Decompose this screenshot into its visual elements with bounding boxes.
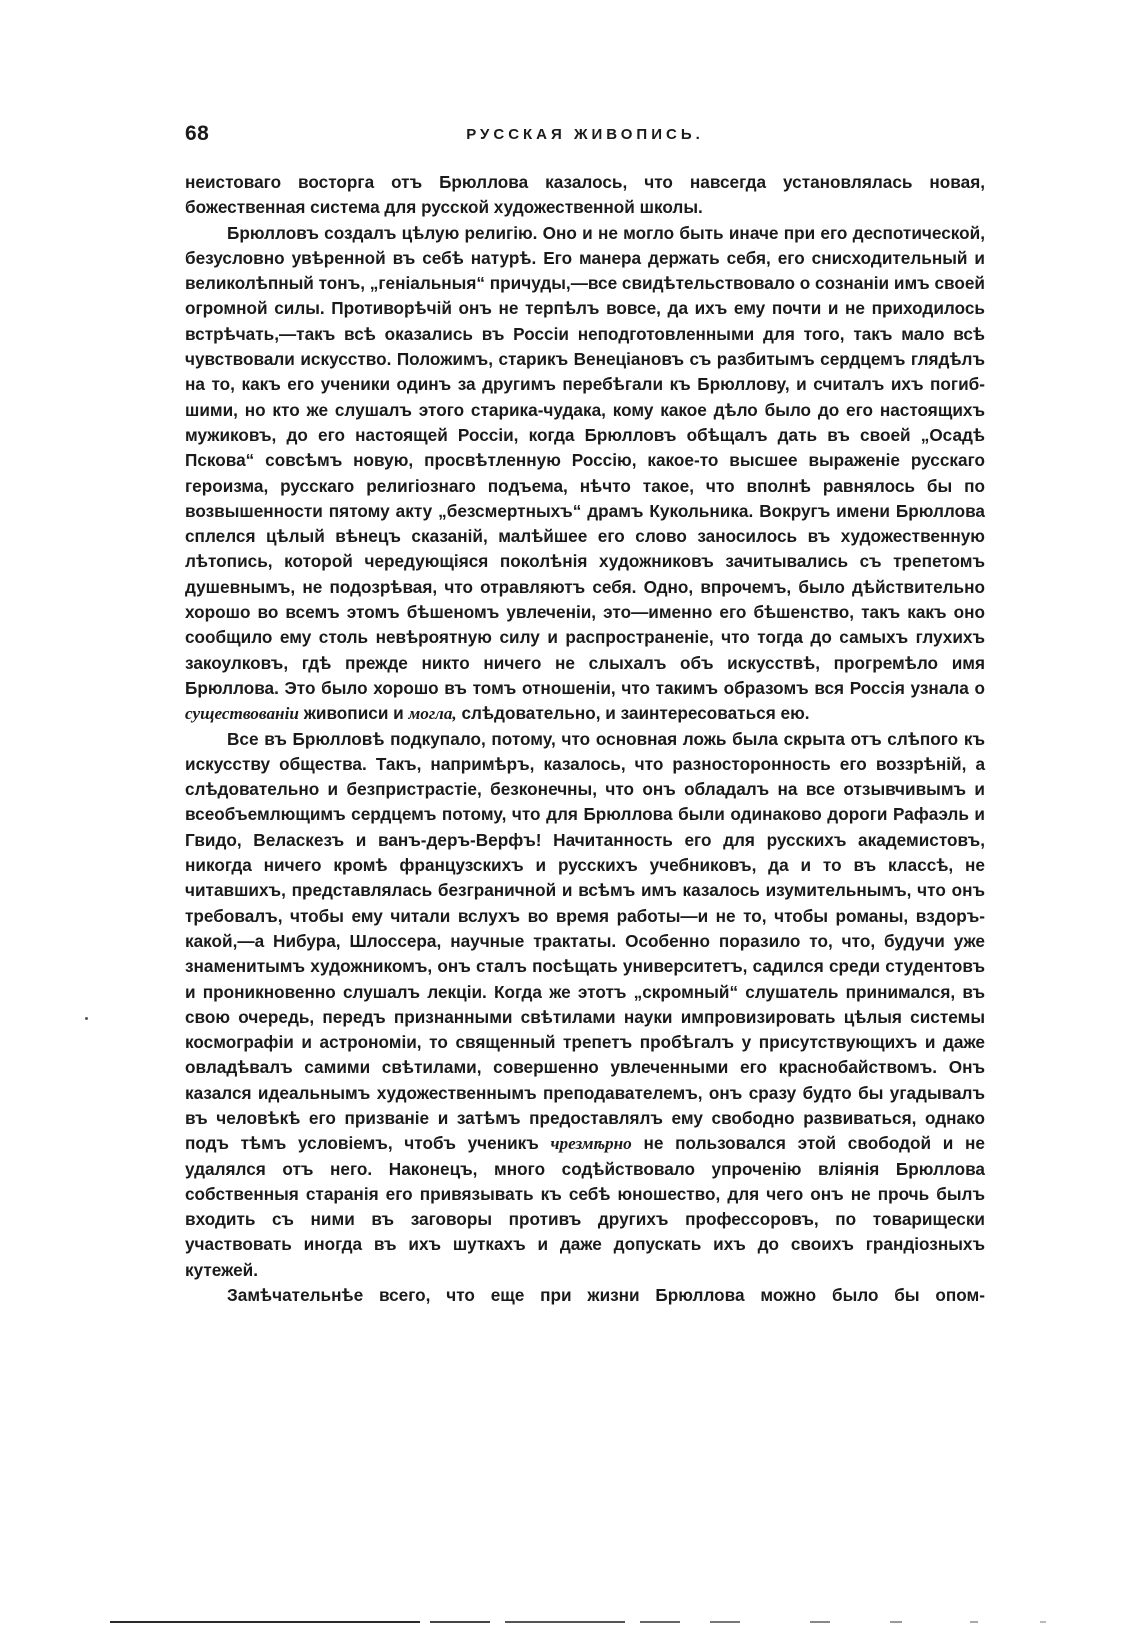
paragraph-text: слѣдовательно, и заинтересоваться ею. xyxy=(461,703,810,724)
running-title: РУССКАЯ ЖИВОПИСЬ. xyxy=(466,126,704,143)
emphasis-text: чрезмѣрно xyxy=(550,1134,632,1154)
paragraph-text: не пользовался этой свободой и не удалялся отъ него. Наконецъ, много содѣйствовало упроченію вліянія Брюллова собственныя старанія его привязывать къ себѣ юношество, для чего онъ не прочь былъ входить съ ними въ заговоры противъ другихъ профессоровъ, по товарищески участвовать иногда въ ихъ шуткахъ и даже допускать ихъ до своихъ грандіозныхъ кутежей. xyxy=(185,1133,985,1280)
page-header xyxy=(185,122,985,152)
paragraph-influence xyxy=(185,727,985,1284)
body-text xyxy=(185,170,985,1308)
paragraph-text: Брюлловъ создалъ цѣлую религію. Оно и не могло быть иначе при его деспотической, безусловно увѣренной въ себѣ натурѣ. Его манера держать себя, его снисходительный и великолѣпный тонъ, „геніальныя“ причуды,—все свидѣтельствовало о сознаніи имъ своей огромной силы. Противорѣчій онъ не терпѣлъ вовсе, да ихъ ему почти и не приходилось встрѣчать,—такъ всѣ оказались въ Россіи неподготовленными для того, такъ мало всѣ чувствовали искусство. Положимъ, старикъ Венеціановъ съ разбитымъ сердцемъ глядѣлъ на то, какъ его ученики одинъ за другимъ перебѣгали къ Брюллову, и считалъ ихъ погибшими, но кто же слушалъ этого старика-чудака, кому какое дѣло было до его настоящихъ мужиковъ, до его настоящей Россіи, когда Брюлловъ обѣщалъ дать въ своей „Осадѣ Пскова“ совсѣмъ новую, просвѣтленную Россію, какое-то высшее выраженіе русскаго героизма, русскаго религіознаго подъема, нѣчто такое, что вполнѣ равнялось бы по возвышенности пятому акту „безсмертныхъ“ драмъ Кукольника. Вокругъ имени Брюллова сплелся цѣлый вѣнецъ сказаній, малѣйшее его слово заносилось въ художественную лѣтопись, которой чередующіяся поколѣнія художниковъ зачитывались съ трепетомъ душевнымъ, не подозрѣвая, что отравляютъ себя. Одно, впрочемъ, было дѣйствительно хорошо во всемъ этомъ бѣшеномъ увлеченіи, это—именно его бѣшенство, такъ какъ оно сообщило ему столь невѣроятную силу и распространеніе, что тогда до самыхъ глухихъ закоулковъ, гдѣ прежде никто ничего не слыхалъ объ искусствѣ, прогремѣло имя Брюллова. Это было хорошо въ томъ отношеніи, что такимъ образомъ вся Россія узнала о xyxy=(185,222,985,698)
emphasis-text: существованіи xyxy=(185,704,299,724)
paragraph-final: Замѣчательнѣе всего, что еще при жизни Брюллова можно было бы опом- xyxy=(227,1285,985,1306)
scan-edge-rule xyxy=(110,1620,1110,1624)
scan-speck xyxy=(85,1017,88,1020)
paragraph-religion xyxy=(185,221,985,727)
paragraph-text: Все въ Брюлловѣ подкупало, потому, что основная ложь была скрыта отъ слѣпого къ искусству общества. Такъ, напримѣръ, казалось, что разносторонность его воззрѣній, а слѣдовательно и безпристрастіе, безконечны, что онъ обладалъ на все отзывчивымъ и всеобъемлющимъ сердцемъ потому, что для Брюллова были одинаково дороги Рафаэль и Гвидо, Веласкезъ и ванъ-деръ-Верфъ! Начитанность его для русскихъ академистовъ, никогда ничего кромѣ французскихъ и русскихъ учебниковъ, да и то въ классѣ, не читавшихъ, представлялась безграничной и всѣмъ имъ казалось изумительнымъ, что онъ требовалъ, чтобы ему читали вслухъ во время работы—и не то, чтобы романы, вздоръкакой,—а Нибура, Шлоссера, научные трактаты. Особенно поразило то, что, будучи уже знаменитымъ художникомъ, онъ сталъ посѣщать университетъ, садился среди студентовъ и проникновенно слушалъ лекціи. Когда же этотъ „скромный“ слушатель принимался, въ свою очередь, передъ признанными свѣтилами науки импровизировать цѣлыя системы космографіи и астрономіи, то священный трепетъ пробѣгалъ у присутствующихъ и даже овладѣвалъ самими свѣтилами, совершенно увлеченными его краснобайствомъ. Онъ казался идеальнымъ художественнымъ преподавателемъ, онъ сразу будто бы угадывалъ въ человѣкѣ его призваніе и затѣмъ предоставлялъ ему свободно развиваться, однако подъ тѣмъ условіемъ, чтобъ ученикъ xyxy=(185,728,985,1154)
scan-edge-line xyxy=(110,1620,1110,1624)
emphasis-text: могла, xyxy=(408,704,457,724)
page-number: 68 xyxy=(185,122,210,145)
paragraph-continuation: неистоваго восторга отъ Брюллова казалось, что навсегда установлялась новая, божественная система для русской художественной школы. xyxy=(185,172,985,218)
paragraph-text: живописи и xyxy=(303,703,404,724)
